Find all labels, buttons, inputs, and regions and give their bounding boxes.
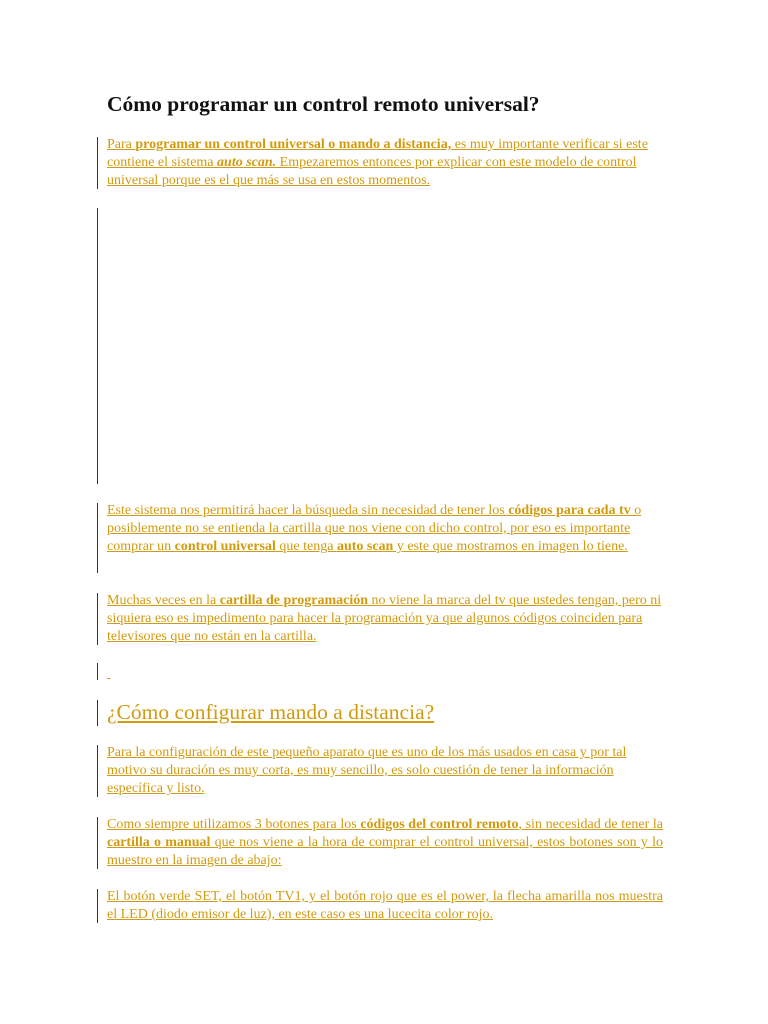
image-placeholder-bar: [97, 208, 98, 484]
text: Empezaremos entonces por explicar con este modelo de control universal porque es el que más se usa en estos momentos.: [107, 155, 637, 188]
intro-link[interactable]: [107, 137, 648, 188]
quote-bar: [97, 663, 98, 680]
paragraph-intro: [107, 136, 663, 190]
page-title: Cómo programar un control remoto universal?: [107, 92, 540, 116]
bold-text: auto scan.: [217, 155, 277, 170]
text: o posiblemente no se entienda la cartilla que nos viene con dicho control, por eso es importante comprar un: [107, 503, 642, 554]
quote-bar: [97, 889, 98, 923]
quote-bar: [97, 745, 98, 797]
text: es muy importante verificar si este contiene el sistema: [107, 137, 648, 170]
bold-text: códigos del control remoto: [360, 817, 519, 832]
text: El botón verde SET, el botón TV1, y el botón rojo que es el power, la flecha amarilla nos muestra el LED (diodo emisor de luz), en este caso es una lucecita color rojo.: [107, 889, 663, 922]
quote-bar: [97, 817, 98, 869]
text: Muchas veces en la: [107, 593, 220, 608]
bold-text: cartilla de programación: [219, 593, 369, 608]
configuracion-link[interactable]: [107, 745, 626, 796]
auto-scan-link[interactable]: [107, 503, 641, 554]
bold-text: programar un control universal o mando a distancia,: [135, 137, 452, 152]
bold-text: códigos para cada tv: [508, 503, 631, 518]
text: , sin necesidad de tener la: [518, 817, 663, 832]
bold-text: cartilla o manual: [107, 835, 211, 850]
cartilla-link[interactable]: [107, 593, 661, 644]
paragraph-boton-set: [107, 888, 663, 924]
botones-link[interactable]: [107, 817, 663, 868]
text: que tenga: [275, 539, 337, 554]
text: Este sistema nos permitirá hacer la búsqueda sin necesidad de tener los: [107, 503, 509, 518]
paragraph-botones: [107, 816, 663, 870]
boton-set-link[interactable]: [107, 889, 663, 922]
text: y este que mostramos en imagen lo tiene.: [393, 539, 628, 554]
quote-bar: [97, 503, 98, 573]
text: Para: [107, 137, 136, 152]
bold-text: control universal: [174, 539, 276, 554]
quote-bar: [97, 700, 98, 726]
quote-bar: [97, 137, 98, 189]
section-heading[interactable]: ¿Cómo configurar mando a distancia?: [107, 700, 435, 724]
text: Como siempre utilizamos 3 botones para los: [107, 817, 361, 832]
text: Para la configuración de este pequeño aparato que es uno de los más usados en casa y por tal motivo su duración es muy corta, es muy sencillo, es solo cuestión de tener la información específica y listo.: [107, 745, 627, 796]
paragraph-cartilla: [107, 592, 663, 646]
paragraph-auto-scan: [107, 502, 663, 556]
text: no viene la marca del tv que ustedes tengan, pero ni siquiera eso es impedimento para hacer la programación ya que algunos códigos coinciden para televisores que no están en la cartilla.: [107, 593, 662, 644]
text: que nos viene a la hora de comprar el control universal, estos botones son y lo muestro en la imagen de abajo:: [107, 835, 663, 868]
bold-text: auto scan: [336, 539, 394, 554]
paragraph-configuracion: [107, 744, 663, 798]
quote-bar: [97, 593, 98, 645]
empty-link[interactable]: [107, 665, 111, 683]
